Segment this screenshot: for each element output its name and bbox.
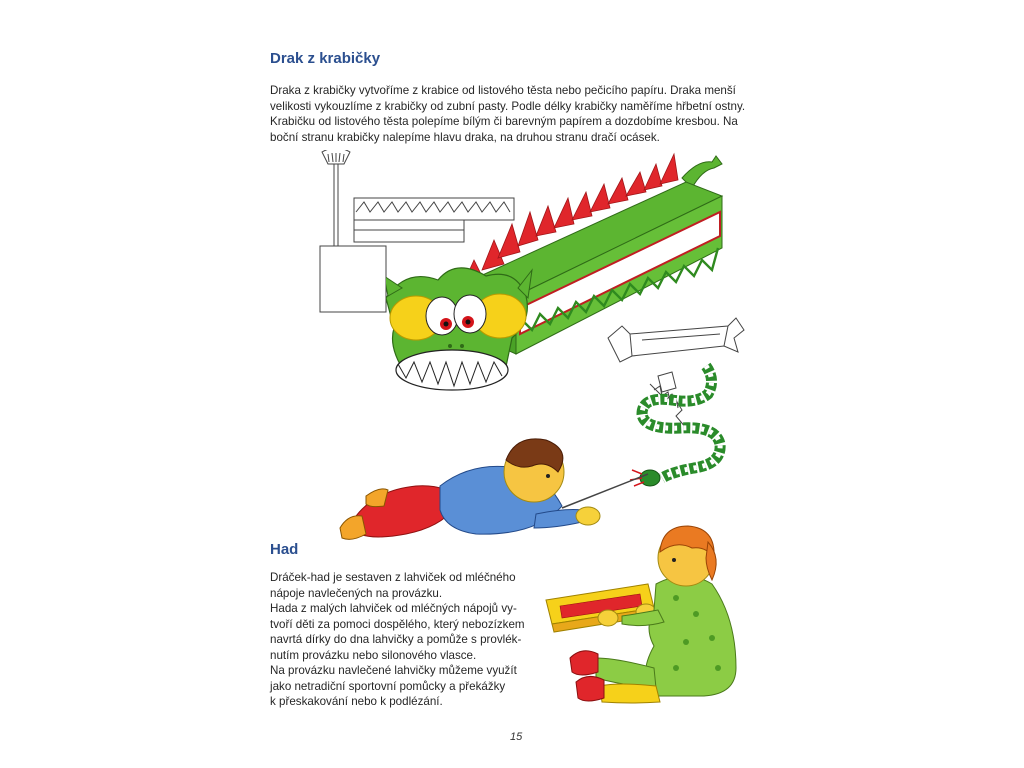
text-line: Dráček-had je sestaven z lahviček od mléčného — [270, 571, 516, 584]
text-line: Na provázku navlečené lahvičky můžeme využít — [270, 664, 517, 677]
text-line: nutím provázku nebo silonového vlasce. — [270, 648, 477, 662]
text-line: Draka z krabičky vytvoříme z krabice od listového těsta nebo pečicího papíru. Draka menší — [270, 84, 736, 97]
section-title-dragon: Drak z krabičky — [270, 50, 381, 67]
book-page — [236, 0, 789, 768]
text-line: velikosti vykouzlíme z krabičky od zubní pasty. Podle délky krabičky naměříme hřbetní ostny. — [270, 99, 746, 113]
page-number: 15 — [510, 731, 523, 743]
text-line: Krabičku od listového těsta polepíme bílým či barevným papírem a dozdobíme kresbou. Na — [270, 115, 738, 128]
text-line: nápoje navlečených na provázku. — [270, 586, 443, 600]
text-line: jako netradiční sportovní pomůcky a překážky — [270, 679, 506, 693]
text-line: boční stranu krabičky nalepíme hlavu draka, na druhou stranu dračí ocásek. — [270, 130, 660, 144]
text-line: navrtá dírky do dna lahvičky a pomůže s provlék- — [270, 633, 522, 646]
text-line: k přeskakování nebo k podlézání. — [270, 695, 443, 708]
dragon-description — [270, 83, 745, 145]
snake-description — [270, 570, 525, 710]
section-title-snake: Had — [270, 541, 299, 558]
text-line: tvoří děti za pomoci dospělého, který nebozízkem — [270, 617, 525, 631]
child-sitting-with-box — [536, 518, 772, 708]
text-line: Hada z malých lahviček od mléčných nápojů vy- — [270, 602, 517, 615]
